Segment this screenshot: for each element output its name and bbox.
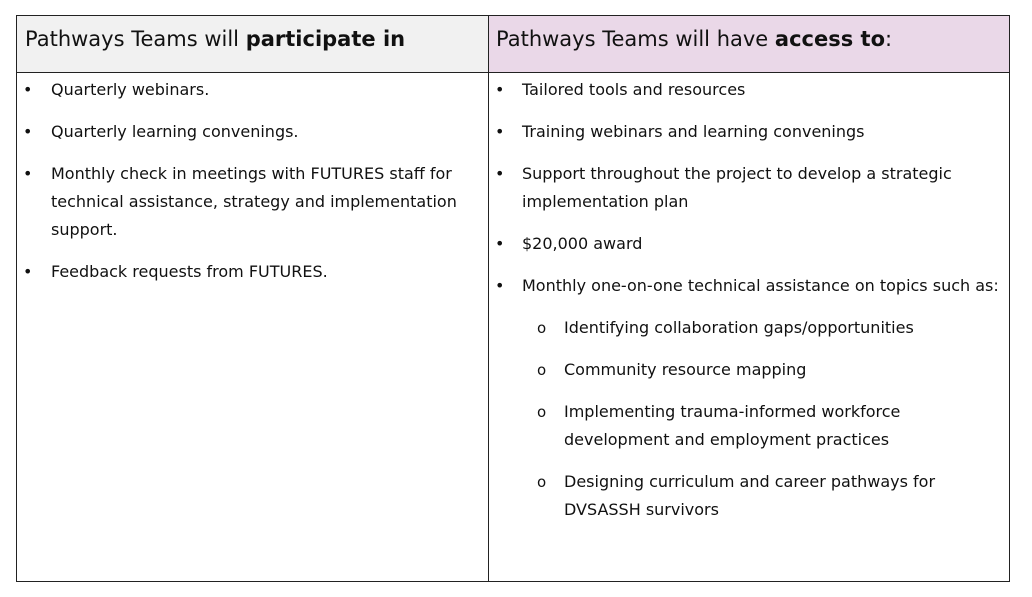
list-item-text: Monthly one-on-one technical assistance on topics such as: <box>522 276 999 295</box>
bullet-icon: • <box>23 80 33 99</box>
header-divider <box>17 72 1009 73</box>
access-list <box>495 76 1007 300</box>
participate-list <box>23 76 483 286</box>
header-access-prefix: Pathways Teams will have <box>496 27 775 51</box>
circle-bullet-icon: o <box>537 473 547 491</box>
bullet-icon: • <box>495 234 505 253</box>
list-item-text: $20,000 award <box>522 234 643 253</box>
sublist-item-text: Community resource mapping <box>564 360 807 379</box>
list-item <box>23 160 483 244</box>
sublist-item <box>537 468 1007 524</box>
list-item-text: Tailored tools and resources <box>522 80 746 99</box>
list-item <box>23 118 483 146</box>
list-item <box>495 118 1007 146</box>
access-column <box>495 76 1007 538</box>
sublist-item-text: Designing curriculum and career pathways for DVSASSH survivors <box>564 472 936 519</box>
bullet-icon: • <box>495 80 505 99</box>
circle-bullet-icon: o <box>537 403 547 421</box>
sublist-item-text: Implementing trauma-informed workforce development and employment practices <box>564 402 901 449</box>
list-item-text: Monthly check in meetings with FUTURES staff for technical assistance, strategy and implementation support. <box>51 164 457 239</box>
bullet-icon: • <box>23 122 33 141</box>
sublist-item <box>537 314 1007 342</box>
bullet-icon: • <box>495 276 505 295</box>
circle-bullet-icon: o <box>537 319 547 337</box>
list-item <box>495 230 1007 258</box>
header-cell-participate <box>17 16 488 72</box>
header-cell-access <box>489 16 1009 72</box>
list-item <box>495 272 1007 300</box>
list-item-text: Support throughout the project to develop a strategic implementation plan <box>522 164 952 211</box>
header-access-bold: access to <box>774 27 885 51</box>
header-participate-bold: participate in <box>245 27 406 51</box>
sublist-item <box>537 356 1007 384</box>
circle-bullet-icon: o <box>537 361 547 379</box>
comparison-table <box>16 15 1010 582</box>
sublist-item-text: Identifying collaboration gaps/opportunities <box>564 318 914 337</box>
header-access-suffix: : <box>885 27 893 51</box>
list-item-text: Quarterly learning convenings. <box>51 122 299 141</box>
list-item-text: Feedback requests from FUTURES. <box>51 262 328 281</box>
list-item <box>495 160 1007 216</box>
header-participate-prefix: Pathways Teams will <box>25 27 246 51</box>
list-item-text: Quarterly webinars. <box>51 80 210 99</box>
bullet-icon: • <box>23 262 33 281</box>
list-item-text: Training webinars and learning convenings <box>522 122 865 141</box>
bullet-icon: • <box>495 122 505 141</box>
participate-column <box>23 76 483 300</box>
list-item <box>495 76 1007 104</box>
bullet-icon: • <box>23 164 33 183</box>
topics-sublist <box>495 314 1007 524</box>
sublist-item <box>537 398 1007 454</box>
list-item <box>23 76 483 104</box>
header-participate-text <box>25 16 405 73</box>
list-item <box>23 258 483 286</box>
column-divider <box>488 16 489 581</box>
bullet-icon: • <box>495 164 505 183</box>
header-access-text <box>496 16 892 73</box>
